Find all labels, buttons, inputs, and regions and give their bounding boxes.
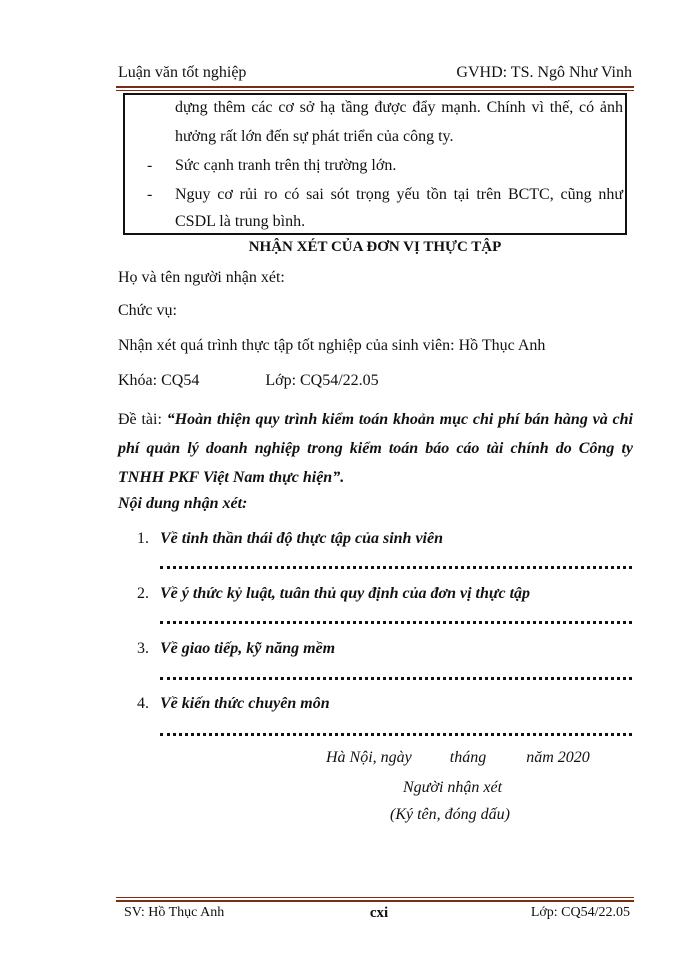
topic-label: Đề tài: (118, 411, 167, 428)
item-text-1: Về tinh thần thái độ thực tập của sinh viên (160, 530, 443, 547)
dotted-answer-line-4 (160, 733, 632, 736)
item-text-2: Về ý thức kỷ luật, tuân thủ quy định của đơn vị thực tập (160, 585, 531, 602)
date-place-day: Hà Nội, ngày (326, 749, 412, 766)
item-text-4: Về kiến thức chuyên môn (160, 695, 330, 712)
date-year: năm 2020 (526, 749, 590, 766)
page-number: cxi (369, 905, 389, 921)
review-intro: Nhận xét quá trình thực tập tốt nghiệp của sinh viên: Hồ Thục Anh (118, 337, 546, 354)
header-rule-thin (116, 90, 634, 91)
footer-student: SV: Hồ Thục Anh (124, 905, 225, 920)
item-number-2: 2. (137, 585, 149, 602)
box-line-1: dựng thêm các cơ sở hạ tầng được đẩy mạnh. Chính vì thế, có ảnh (175, 99, 623, 116)
item-number-1: 1. (137, 530, 149, 547)
course-label: Khóa: CQ54 (118, 372, 200, 389)
item-number-3: 3. (137, 640, 149, 657)
dotted-answer-line-2 (160, 621, 632, 624)
topic-title: “Hoàn thiện quy trình kiểm toán khoản mục chi phí bán hàng và chi phí quản lý doanh nghiệp trong kiểm toán báo cáo tài chính do Công ty TNHH PKF Việt Nam thực hiện”. (118, 411, 634, 486)
course-class-line (118, 372, 379, 390)
box-bullet-2-line-2: CSDL là trung bình. (175, 213, 306, 230)
header-left: Luận văn tốt nghiệp (118, 64, 247, 81)
box-bullet-1: Sức cạnh tranh trên thị trường lớn. (175, 157, 397, 174)
footer-class: Lớp: CQ54/22.05 (530, 905, 630, 920)
signature-note: (Ký tên, đóng dấu) (390, 806, 510, 823)
header-rule (116, 86, 634, 88)
thesis-topic (118, 405, 633, 492)
class-label: Lớp: CQ54/22.05 (265, 372, 379, 389)
page-title: NHẬN XÉT CỦA ĐƠN VỊ THỰC TẬP (248, 239, 502, 255)
reviewer-role-label: Chức vụ: (118, 302, 177, 319)
box-bullet-2-line-1: Nguy cơ rủi ro có sai sót trọng yếu tồn tại trên BCTC, cũng như (175, 186, 623, 203)
reviewer-name-label: Họ và tên người nhận xét: (118, 269, 285, 286)
bullet-dash-2: - (147, 186, 153, 203)
box-line-2: hưởng rất lớn đến sự phát triển của công ty. (175, 128, 454, 145)
dotted-answer-line-3 (160, 677, 632, 680)
header-right: GVHD: TS. Ngô Như Vinh (456, 64, 632, 81)
footer-rule (116, 900, 634, 902)
signature-date (326, 749, 590, 767)
item-text-3: Về giao tiếp, kỹ năng mềm (160, 640, 336, 657)
signature-title: Người nhận xét (403, 779, 503, 796)
item-number-4: 4. (137, 695, 149, 712)
date-month: tháng (449, 749, 487, 766)
dotted-answer-line-1 (160, 566, 632, 569)
bullet-dash-1: - (147, 157, 153, 174)
section-title: Nội dung nhận xét: (118, 495, 248, 512)
continued-text-box (123, 93, 627, 235)
footer-rule-thin (116, 897, 634, 898)
